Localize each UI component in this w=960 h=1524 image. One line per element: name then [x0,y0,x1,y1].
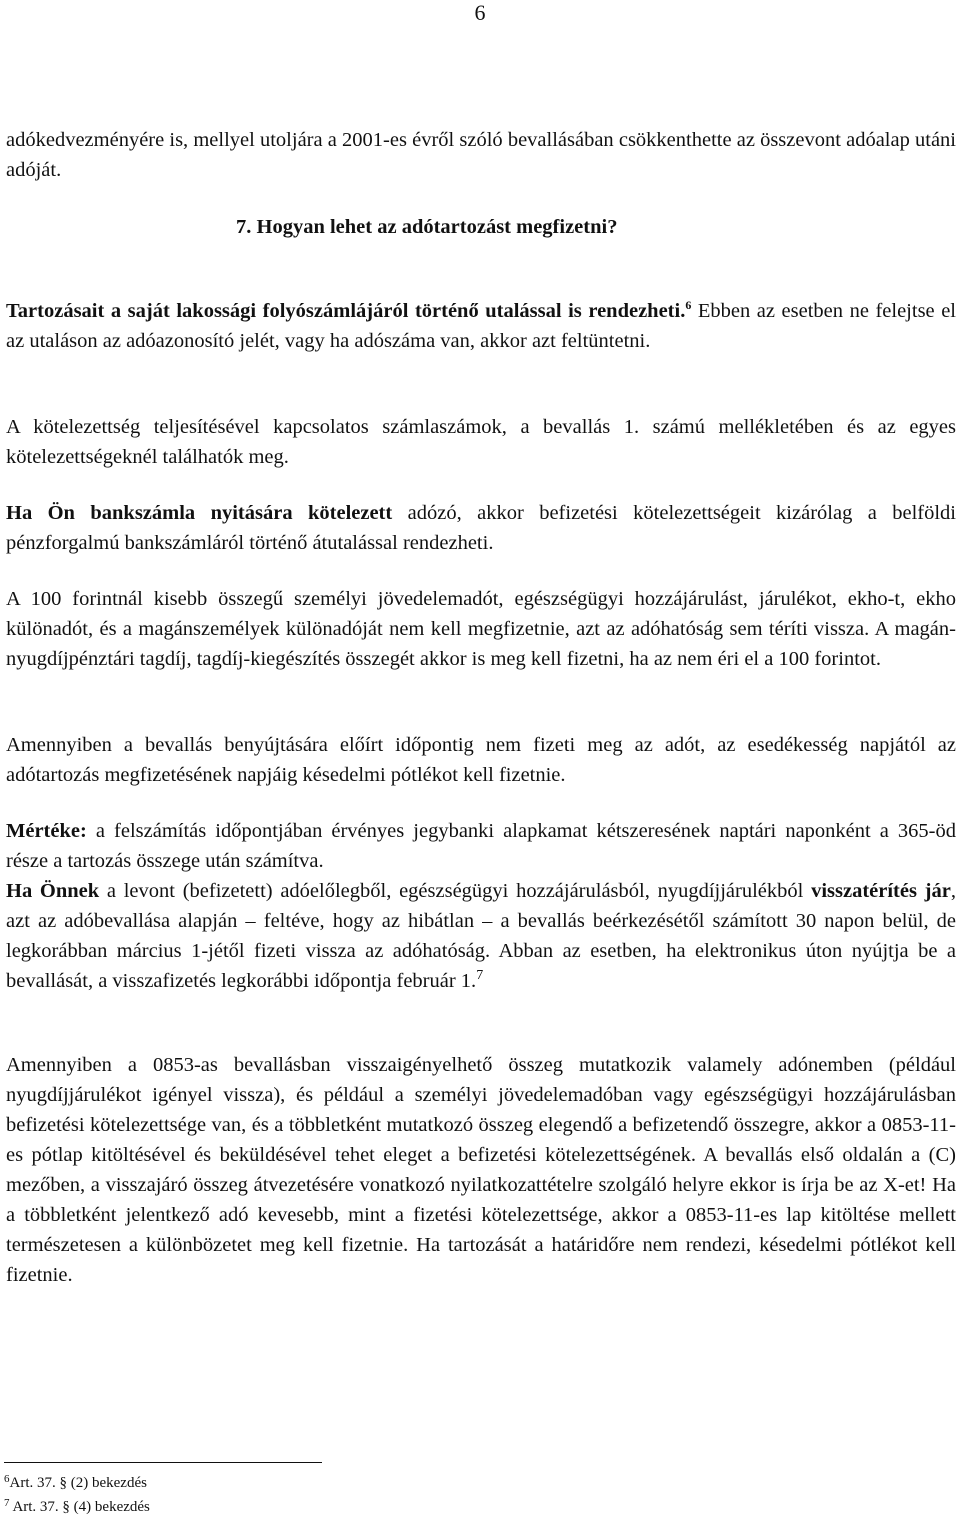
footnote-6-number: 6 [4,1473,10,1485]
paragraph-2 [6,296,956,356]
footnote-7 [4,1498,150,1516]
section-heading: 7. Hogyan lehet az adótartozást megfizetni? [236,216,618,238]
paragraph-8-bold-2: visszatérítés jár [811,880,951,902]
paragraph-4 [6,498,956,558]
footnote-6-text: Art. 37. § (2) bekezdés [9,1475,147,1491]
paragraph-7-text: a felszámítás időpontjában érvényes jegybanki alapkamat kétszeresének naptári naponként a 365-öd része a tartozás összege után számítva. [6,820,956,872]
footnote-ref-6[interactable]: 6 [685,298,692,313]
footnote-7-number: 7 [4,1497,10,1509]
footnote-6 [4,1474,147,1492]
footnote-divider [4,1462,322,1463]
paragraph-8-text-2: , azt az adóbevallása alapján – feltéve, hogy az hibátlan – a bevallás beérkezésétől számított 30 napon belül, de legkorábban március 1-jétől fizeti vissza az adóhatóság. Abban az esetben, ha elektronikus úton nyújtja be a bevallását, a visszafizetés legkorábbi időpontja február 1. [6,880,956,992]
paragraph-7-bold: Mértéke: [6,820,87,842]
paragraph-4-bold: Ha Ön bankszámla nyitására kötelezett [6,502,393,524]
footnote-7-text: Art. 37. § (4) bekezdés [12,1499,150,1515]
paragraph-4-text: adózó, akkor befizetési kötelezettségeit kizárólag a belföldi pénzforgalmú bankszámláról történő átutalással rendezheti. [6,502,956,554]
paragraph-8-bold-1: Ha Önnek [6,880,100,902]
paragraph-6: Amennyiben a bevallás benyújtására előírt időpontig nem fizeti meg az adót, az esedékesség napjától az adótartozás megfizetésének napjáig késedelmi pótlékot kell fizetnie. [6,734,956,786]
paragraph-2-text: Ebben az esetben ne felejtse el az utaláson az adóazonosító jelét, vagy ha adószáma van, akkor azt feltüntetni. [6,300,956,352]
paragraph-8 [6,876,956,996]
page-number: 6 [474,0,486,25]
footnote-ref-7[interactable]: 7 [476,968,484,984]
paragraph-3: A kötelezettség teljesítésével kapcsolatos számlaszámok, a bevallás 1. számú mellékletében és az egyes kötelezettségeknél találhatók meg. [6,416,956,468]
paragraph-1: adókedvezményére is, mellyel utoljára a 2001-es évről szóló bevallásában csökkenthette az összevont adóalap utáni adóját. [6,129,956,181]
paragraph-9: Amennyiben a 0853-as bevallásban visszaigényelhető összeg mutatkozik valamely adónemben (például nyugdíjjárulékot igényel vissza), és például a személyi jövedelemadóban vagy egészségügyi hozzájárulásban befizetési kötelezettsége van, és a többletként mutatkozó összeg elegendő a befizetendő összegre, akkor a 0853-11-es pótlap kitöltésével és beküldésével tehet eleget a befizetési kötelezettségének. A bevallás első oldalán a (C) mezőben, a visszajáró összeg átvezetésére vonatkozó nyilatkozattételre szolgáló helyre ekkor is írja be az X-et! Ha a többletként jelentkező adó kevesebb, mint a fizetési kötelezettsége, akkor a 0853-11-es lap kitöltése mellett természetesen a különbözetet meg kell fizetnie. Ha tartozását a határidőre nem rendezi, késedelmi pótlékot kell fizetnie. [6,1054,956,1286]
paragraph-7 [6,816,956,876]
paragraph-8-text-1: a levont (befizetett) adóelőlegből, egészségügyi hozzájárulásból, nyugdíjjárulékból [99,880,812,902]
paragraph-2-bold: Tartozásait a saját lakossági folyószámlájáról történő utalással is rendezheti. [6,300,686,322]
paragraph-5: A 100 forintnál kisebb összegű személyi jövedelemadót, egészségügyi hozzájárulást, járulékot, ekho-t, ekho különadót, és a magánszemélyek különadóját nem kell megfizetnie, azt az adóhatóság sem téríti vissza. A magán-nyugdíjpénztári tagdíj, tagdíj-kiegészítés összegét akkor is meg kell fizetni, ha az nem éri el a 100 forintot. [6,588,956,670]
